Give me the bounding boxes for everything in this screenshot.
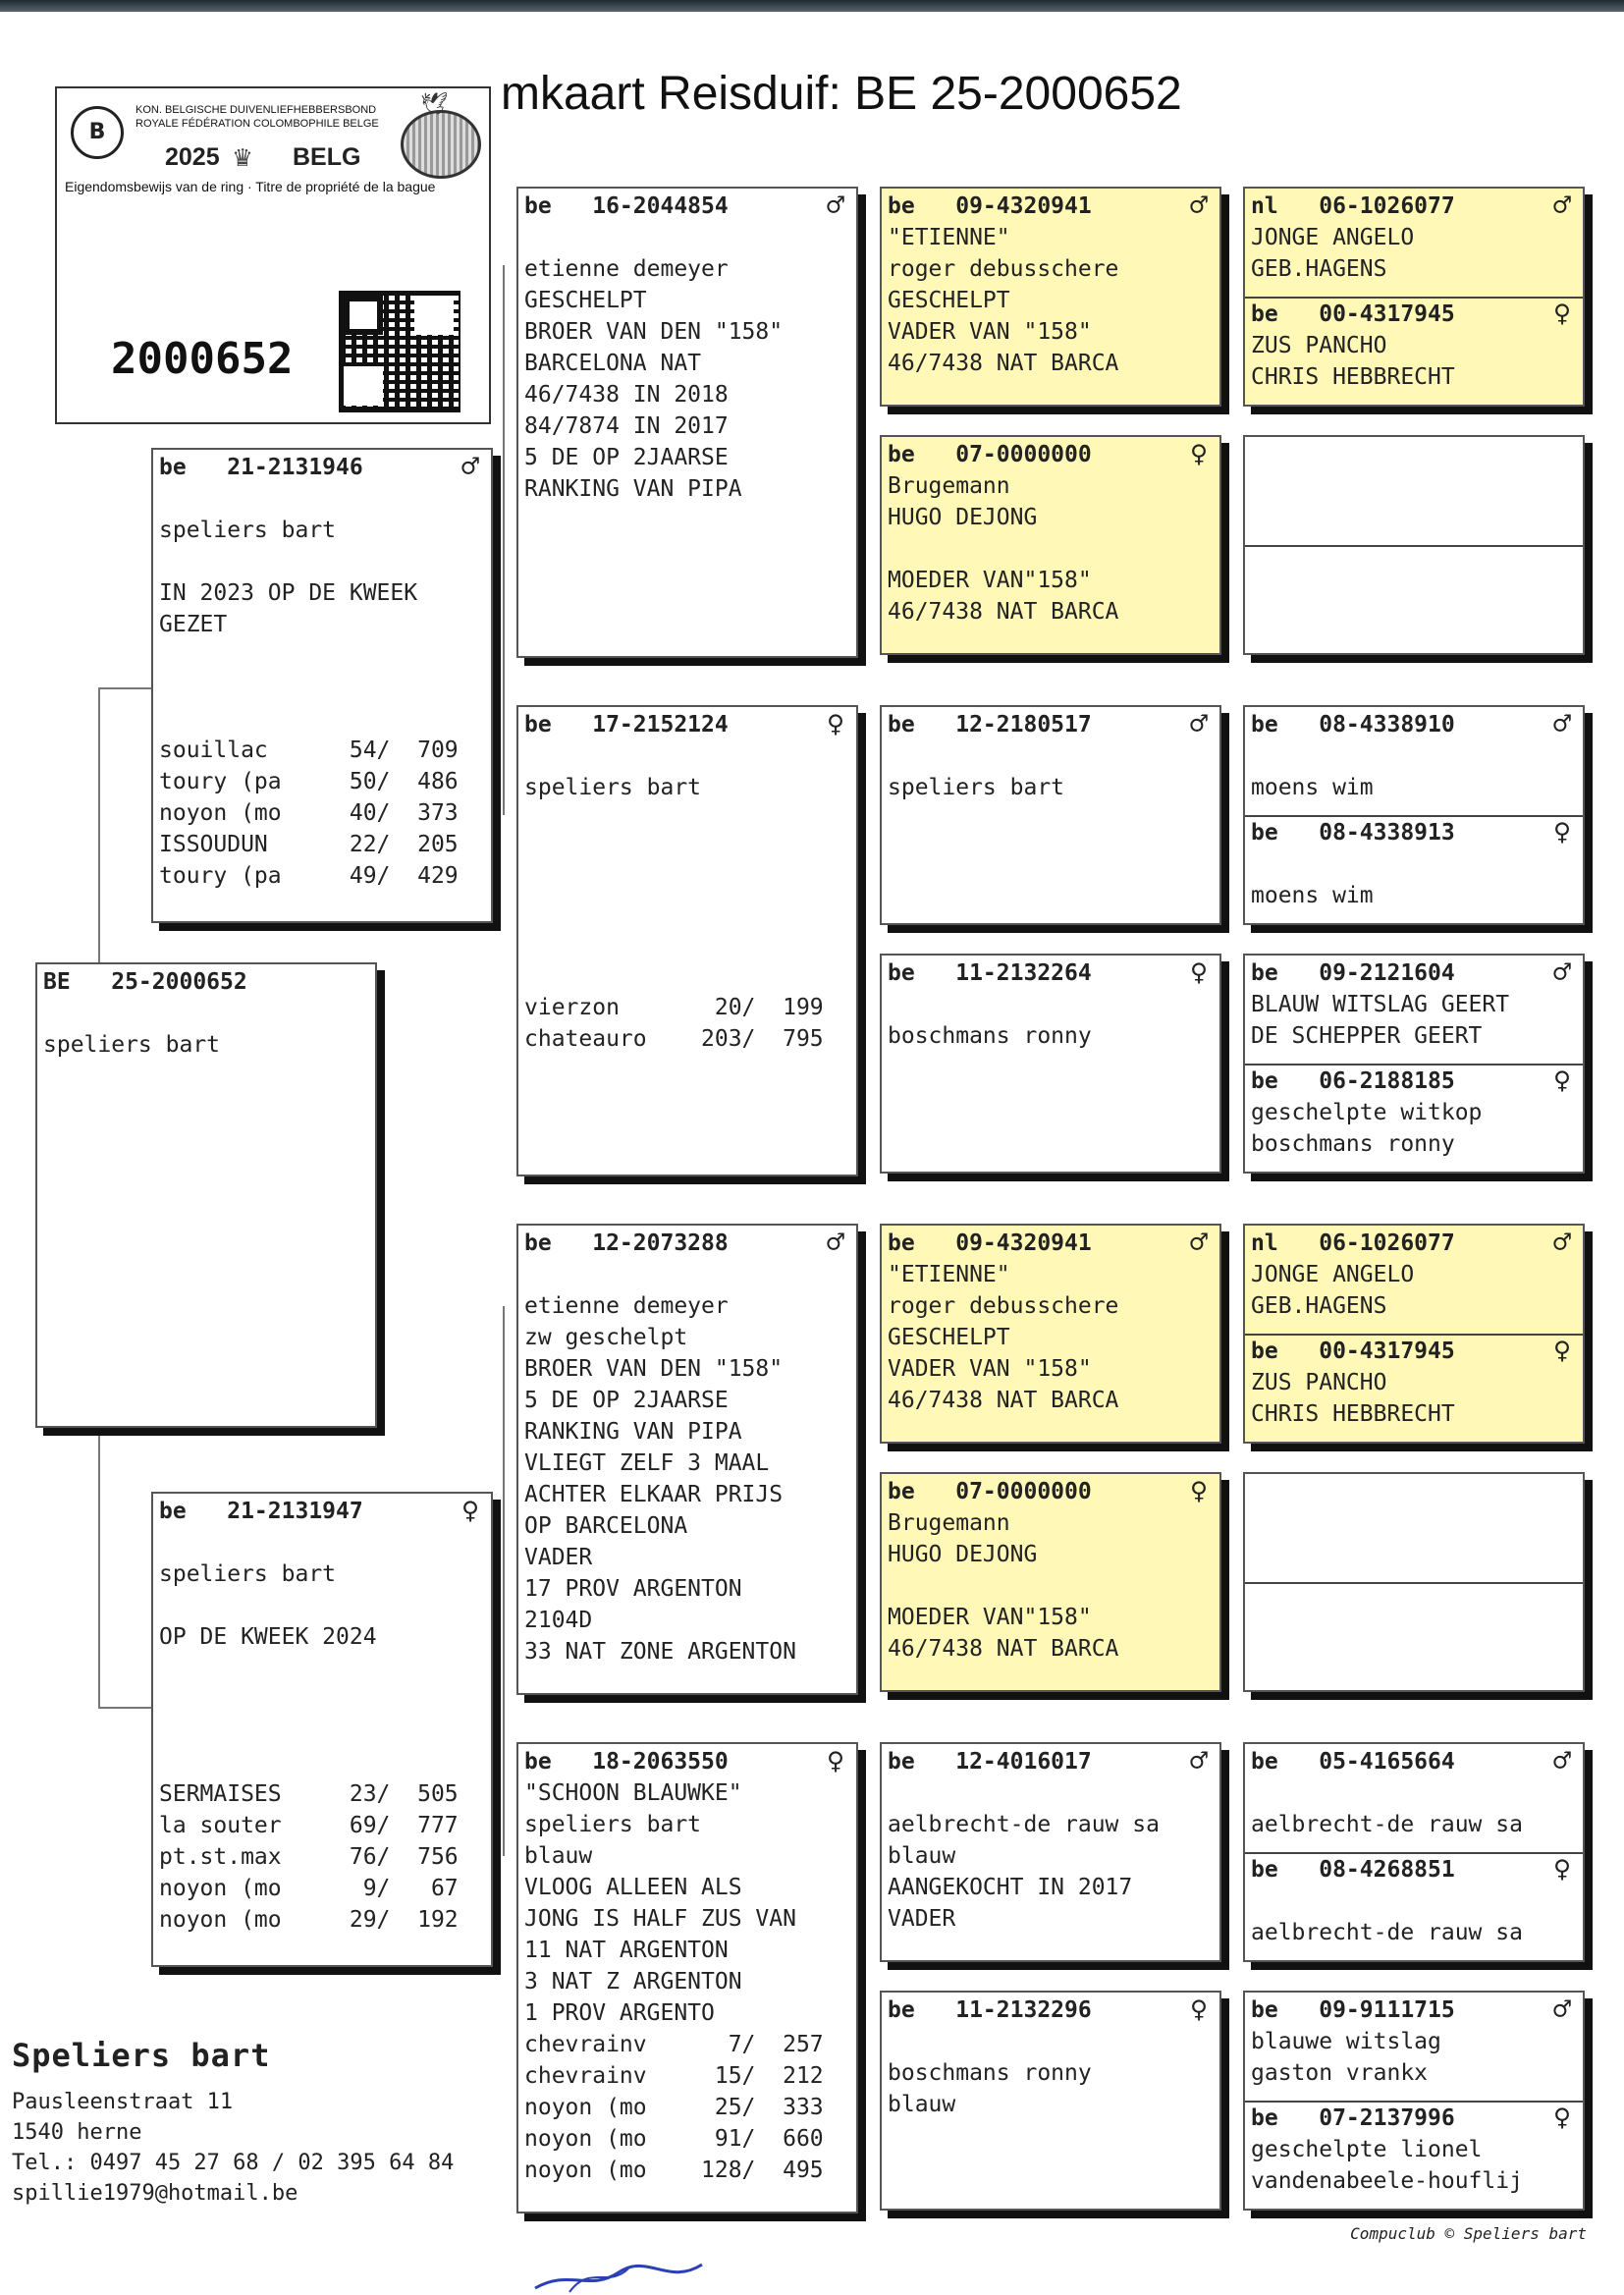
male-icon: ♂ bbox=[1189, 1226, 1208, 1260]
pedigree-text-line: OP BARCELONA bbox=[524, 1513, 688, 1539]
pedigree-box-g8 bbox=[1243, 1991, 1585, 2211]
pedigree-text-line: VADER bbox=[524, 1545, 593, 1570]
connector-line bbox=[503, 1306, 505, 1856]
pedigree-text-line: 3 NAT Z ARGENTON bbox=[524, 1969, 742, 1994]
pedigree-box-dss bbox=[880, 1224, 1221, 1444]
pedigree-box-g4 bbox=[1243, 954, 1585, 1174]
pedigree-text-line: blauw bbox=[888, 1843, 956, 1869]
pedigree-text-line: moens wim bbox=[1251, 883, 1374, 908]
pedigree-text-line: speliers bart bbox=[43, 1032, 221, 1058]
pedigree-text-line: GESCHELPT bbox=[524, 288, 647, 313]
pedigree-text-line: gaston vrankx bbox=[1251, 2060, 1429, 2086]
ownership-text: Eigendomsbewijs van de ring · Titre de propriété de la bague bbox=[65, 179, 436, 194]
pedigree-text-line: noyon (mo 9/ 67 bbox=[159, 1876, 459, 1901]
pedigree-text-line: vandenabeele-houflij bbox=[1251, 2168, 1523, 2194]
male-icon: ♂ bbox=[460, 450, 479, 484]
pedigree-box-g7 bbox=[1243, 1742, 1585, 1962]
pedigree-text-line: 11 NAT ARGENTON bbox=[524, 1938, 729, 1963]
pedigree-text-line: blauw bbox=[888, 2092, 956, 2117]
org-name-nl: KON. BELGISCHE DUIVENLIEFHEBBERSBOND bbox=[135, 104, 377, 116]
pedigree-text-line: chevrainv 7/ 257 bbox=[524, 2032, 824, 2057]
pedigree-text-line: etienne demeyer bbox=[524, 1293, 729, 1319]
pedigree-text-line: souillac 54/ 709 bbox=[159, 738, 459, 763]
pedigree-text-line: VLOOG ALLEEN ALS bbox=[524, 1875, 742, 1900]
connector-line bbox=[98, 687, 100, 962]
pedigree-text-line: OP DE KWEEK 2024 bbox=[159, 1624, 377, 1650]
pedigree-text-line: JONGE ANGELO bbox=[1251, 225, 1415, 250]
female-icon: ♀ bbox=[1552, 1852, 1571, 1886]
pedigree-text-line: boschmans ronny bbox=[1251, 1131, 1455, 1157]
pedigree-text-line: BARCELONA NAT bbox=[524, 351, 702, 376]
pedigree-text-line: GEB.HAGENS bbox=[1251, 256, 1387, 282]
ring-number-header: be 09-9111715 bbox=[1251, 1997, 1455, 2023]
ring-number-header: be 07-2137996 bbox=[1251, 2105, 1455, 2131]
pedigree-text-line: noyon (mo 128/ 495 bbox=[524, 2158, 824, 2183]
page-title: mkaart Reisduif: BE 25-2000652 bbox=[501, 68, 1182, 120]
pedigree-text-line: 84/7874 IN 2017 bbox=[524, 413, 729, 439]
female-icon: ♀ bbox=[1552, 1064, 1571, 1098]
ring-number-header: be 12-4016017 bbox=[888, 1749, 1092, 1775]
pedigree-box-ssd bbox=[880, 435, 1221, 655]
pedigree-text-line: VLIEGT ZELF 3 MAAL bbox=[524, 1450, 770, 1476]
male-icon: ♂ bbox=[1552, 189, 1571, 223]
pedigree-text-line: VADER VAN "158" bbox=[888, 319, 1092, 345]
ring-number-header: be 21-2131946 bbox=[159, 455, 363, 480]
female-icon: ♀ bbox=[1552, 815, 1571, 849]
pedigree-text-line: 5 DE OP 2JAARSE bbox=[524, 445, 729, 470]
male-icon: ♂ bbox=[1189, 1744, 1208, 1778]
ring-number-header: be 08-4338913 bbox=[1251, 820, 1455, 846]
pedigree-text-line: geschelpte lionel bbox=[1251, 2137, 1483, 2162]
pedigree-text-line: GEZET bbox=[159, 612, 228, 637]
pedigree-text-line: vierzon 20/ 199 bbox=[524, 995, 824, 1020]
pedigree-text-line: GESCHELPT bbox=[888, 1325, 1010, 1350]
connector-line bbox=[503, 265, 505, 815]
male-icon: ♂ bbox=[1552, 956, 1571, 990]
pedigree-text-line: blauw bbox=[524, 1843, 593, 1869]
ring-number-header: be 09-4320941 bbox=[888, 193, 1092, 219]
pedigree-text-line: speliers bart bbox=[159, 1561, 337, 1587]
female-icon: ♀ bbox=[1189, 1474, 1208, 1508]
ring-number-header: be 12-2180517 bbox=[888, 712, 1092, 738]
female-icon: ♀ bbox=[1552, 297, 1571, 331]
ring-number-header: be 08-4268851 bbox=[1251, 1857, 1455, 1883]
breeder-city: 1540 herne bbox=[12, 2120, 142, 2145]
pedigree-text-line: toury (pa 49/ 429 bbox=[159, 863, 459, 889]
pedigree-text-line: pt.st.max 76/ 756 bbox=[159, 1844, 459, 1870]
pedigree-text-line: etienne demeyer bbox=[524, 256, 729, 282]
pedigree-text-line: chevrainv 15/ 212 bbox=[524, 2063, 824, 2089]
pedigree-text-line: boschmans ronny bbox=[888, 1023, 1092, 1049]
pedigree-text-line: speliers bart bbox=[159, 518, 337, 543]
female-icon: ♀ bbox=[1552, 2101, 1571, 2135]
pedigree-text-line: ACHTER ELKAAR PRIJS bbox=[524, 1482, 784, 1507]
pedigree-text-line: JONG IS HALF ZUS VAN bbox=[524, 1906, 796, 1932]
pedigree-text-line: Brugemann bbox=[888, 1510, 1010, 1536]
pedigree-text-line: roger debusschere bbox=[888, 256, 1119, 282]
pedigree-box-dd bbox=[516, 1742, 858, 2213]
pedigree-text-line: RANKING VAN PIPA bbox=[524, 476, 742, 502]
pedigree-text-line: noyon (mo 91/ 660 bbox=[524, 2126, 824, 2152]
pedigree-text-line: speliers bart bbox=[524, 1812, 702, 1837]
pedigree-text-line: CHRIS HEBBRECHT bbox=[1251, 364, 1455, 390]
pedigree-text-line: 5 DE OP 2JAARSE bbox=[524, 1388, 729, 1413]
pedigree-box-g6 bbox=[1243, 1472, 1585, 1692]
ring-number-header: be 08-4338910 bbox=[1251, 712, 1455, 738]
pedigree-box-ddd bbox=[880, 1991, 1221, 2211]
breeder-email: spillie1979@hotmail.be bbox=[12, 2181, 298, 2206]
pedigree-text-line: noyon (mo 25/ 333 bbox=[524, 2095, 824, 2120]
pedigree-text-line: "SCHOON BLAUWKE" bbox=[524, 1780, 742, 1806]
ring-number-header: be 09-2121604 bbox=[1251, 960, 1455, 986]
pedigree-text-line: 46/7438 NAT BARCA bbox=[888, 351, 1119, 376]
pedigree-text-line: VADER bbox=[888, 1906, 956, 1932]
male-icon: ♂ bbox=[1189, 707, 1208, 741]
pedigree-text-line: blauwe witslag bbox=[1251, 2029, 1441, 2054]
female-icon: ♀ bbox=[1189, 1993, 1208, 2027]
connector-line bbox=[98, 1424, 100, 1709]
pedigree-text-line: chateauro 203/ 795 bbox=[524, 1026, 824, 1052]
ring-number-header: nl 06-1026077 bbox=[1251, 1230, 1455, 1256]
breeder-phone: Tel.: 0497 45 27 68 / 02 395 64 84 bbox=[12, 2151, 455, 2175]
pedigree-box-g1 bbox=[1243, 187, 1585, 407]
pedigree-text-line: "ETIENNE" bbox=[888, 225, 1010, 250]
pedigree-box-g3 bbox=[1243, 705, 1585, 925]
ring-number-header: be 06-2188185 bbox=[1251, 1068, 1455, 1094]
pedigree-text-line: GESCHELPT bbox=[888, 288, 1010, 313]
female-icon: ♀ bbox=[1189, 956, 1208, 990]
ring-number-header: be 09-4320941 bbox=[888, 1230, 1092, 1256]
female-icon: ♀ bbox=[460, 1494, 479, 1528]
ring-number: 2000652 bbox=[111, 334, 294, 384]
pedigree-box-sire bbox=[151, 448, 493, 923]
pedigree-text-line: 17 PROV ARGENTON bbox=[524, 1576, 742, 1602]
pedigree-box-dam bbox=[151, 1492, 493, 1967]
ring-number-header: be 11-2132264 bbox=[888, 960, 1092, 986]
pedigree-box-sds bbox=[880, 705, 1221, 925]
pedigree-text-line: la souter 69/ 777 bbox=[159, 1813, 459, 1838]
pedigree-text-line: JONGE ANGELO bbox=[1251, 1262, 1415, 1287]
pedigree-box-g2 bbox=[1243, 435, 1585, 655]
pedigree-text-line: RANKING VAN PIPA bbox=[524, 1419, 742, 1445]
pedigree-box-dds bbox=[880, 1742, 1221, 1962]
female-icon: ♀ bbox=[826, 707, 844, 741]
ring-number-header: be 21-2131947 bbox=[159, 1499, 363, 1524]
pedigree-box-dsd bbox=[880, 1472, 1221, 1692]
pedigree-text-line: "ETIENNE" bbox=[888, 1262, 1010, 1287]
pedigree-text-line: MOEDER VAN"158" bbox=[888, 1605, 1092, 1630]
footer-note: Compuclub © Speliers bart bbox=[1350, 2224, 1587, 2243]
male-icon: ♂ bbox=[1552, 1226, 1571, 1260]
pedigree-text-line: aelbrecht-de rauw sa bbox=[1251, 1812, 1523, 1837]
pedigree-text-line: boschmans ronny bbox=[888, 2060, 1092, 2086]
female-icon: ♀ bbox=[826, 1744, 844, 1778]
pedigree-text-line: 46/7438 NAT BARCA bbox=[888, 1388, 1119, 1413]
pedigree-box-g5 bbox=[1243, 1224, 1585, 1444]
connector-line bbox=[98, 1707, 151, 1709]
pedigree-text-line: VADER VAN "158" bbox=[888, 1356, 1092, 1382]
pedigree-text-line: speliers bart bbox=[888, 775, 1065, 800]
card-year: 2025 bbox=[165, 143, 220, 171]
scan-top-edge bbox=[0, 0, 1624, 12]
pedigree-text-line: BROER VAN DEN "158" bbox=[524, 1356, 784, 1382]
pigeon-icon: 🕊 bbox=[420, 92, 448, 117]
pedigree-text-line: moens wim bbox=[1251, 775, 1374, 800]
pedigree-text-line: 46/7438 NAT BARCA bbox=[888, 1636, 1119, 1662]
pedigree-text-line: noyon (mo 40/ 373 bbox=[159, 800, 459, 826]
org-name-fr: ROYALE FÉDÉRATION COLOMBOPHILE BELGE bbox=[135, 118, 379, 130]
pedigree-text-line: IN 2023 OP DE KWEEK bbox=[159, 580, 418, 606]
pedigree-text-line: toury (pa 50/ 486 bbox=[159, 769, 459, 794]
pedigree-text-line: 1 PROV ARGENTO bbox=[524, 2000, 715, 2026]
pedigree-text-line: geschelpte witkop bbox=[1251, 1100, 1483, 1125]
pedigree-text-line: ZUS PANCHO bbox=[1251, 1370, 1387, 1395]
pedigree-text-line: HUGO DEJONG bbox=[888, 505, 1038, 530]
pedigree-text-line: ZUS PANCHO bbox=[1251, 333, 1387, 358]
pedigree-box-ds bbox=[516, 1224, 858, 1695]
ring-number-header: be 07-0000000 bbox=[888, 1479, 1092, 1504]
male-icon: ♂ bbox=[826, 1226, 844, 1260]
ring-number-header: BE 25-2000652 bbox=[43, 969, 247, 995]
male-icon: ♂ bbox=[1189, 189, 1208, 223]
male-icon: ♂ bbox=[1552, 1744, 1571, 1778]
pedigree-text-line: HUGO DEJONG bbox=[888, 1542, 1038, 1567]
ownership-card-frame bbox=[55, 86, 491, 424]
male-icon: ♂ bbox=[1552, 707, 1571, 741]
breeder-name: Speliers bart bbox=[12, 2037, 271, 2074]
ownership-card bbox=[16, 57, 487, 420]
ring-number-header: be 07-0000000 bbox=[888, 442, 1092, 467]
kbdb-logo: B bbox=[71, 106, 124, 159]
female-icon: ♀ bbox=[1552, 1334, 1571, 1368]
pedigree-text-line: SERMAISES 23/ 505 bbox=[159, 1781, 459, 1807]
male-icon: ♂ bbox=[1552, 1993, 1571, 2027]
pedigree-text-line: 33 NAT ZONE ARGENTON bbox=[524, 1639, 796, 1665]
connector-line bbox=[98, 687, 151, 689]
section-divider bbox=[1245, 1582, 1583, 1584]
pedigree-text-line: DE SCHEPPER GEERT bbox=[1251, 1023, 1483, 1049]
pedigree-text-line: AANGEKOCHT IN 2017 bbox=[888, 1875, 1133, 1900]
female-icon: ♀ bbox=[1189, 437, 1208, 471]
pedigree-text-line: Brugemann bbox=[888, 473, 1010, 499]
globe-logo-icon bbox=[401, 110, 481, 179]
section-divider bbox=[1245, 545, 1583, 547]
pedigree-box-subject bbox=[35, 962, 377, 1428]
pedigree-text-line: BROER VAN DEN "158" bbox=[524, 319, 784, 345]
pedigree-text-line: aelbrecht-de rauw sa bbox=[1251, 1920, 1523, 1945]
pedigree-text-line: 2104D bbox=[524, 1608, 593, 1633]
ring-number-header: be 16-2044854 bbox=[524, 193, 729, 219]
ring-number-header: be 00-4317945 bbox=[1251, 1339, 1455, 1364]
ring-number-header: be 05-4165664 bbox=[1251, 1749, 1455, 1775]
ring-number-header: be 00-4317945 bbox=[1251, 301, 1455, 327]
signature-icon bbox=[530, 2259, 707, 2294]
pedigree-text-line: 46/7438 IN 2018 bbox=[524, 382, 729, 408]
breeder-street: Pausleenstraat 11 bbox=[12, 2090, 234, 2114]
ring-number-header: be 12-2073288 bbox=[524, 1230, 729, 1256]
qr-code-icon bbox=[339, 291, 460, 412]
pedigree-text-line: ISSOUDUN 22/ 205 bbox=[159, 832, 459, 857]
card-country: BELG bbox=[293, 143, 361, 171]
pedigree-text-line: noyon (mo 29/ 192 bbox=[159, 1907, 459, 1933]
pedigree-text-line: zw geschelpt bbox=[524, 1325, 688, 1350]
ring-number-header: be 17-2152124 bbox=[524, 712, 729, 738]
crown-icon: ♛ bbox=[234, 139, 252, 174]
pedigree-box-sd bbox=[516, 705, 858, 1176]
ring-number-header: nl 06-1026077 bbox=[1251, 193, 1455, 219]
ring-number-header: be 18-2063550 bbox=[524, 1749, 729, 1775]
pedigree-box-ss bbox=[516, 187, 858, 658]
pedigree-text-line: roger debusschere bbox=[888, 1293, 1119, 1319]
pedigree-text-line: GEB.HAGENS bbox=[1251, 1293, 1387, 1319]
pedigree-text-line: aelbrecht-de rauw sa bbox=[888, 1812, 1160, 1837]
pedigree-text-line: MOEDER VAN"158" bbox=[888, 568, 1092, 593]
pedigree-text-line: speliers bart bbox=[524, 775, 702, 800]
pedigree-text-line: 46/7438 NAT BARCA bbox=[888, 599, 1119, 625]
male-icon: ♂ bbox=[826, 189, 844, 223]
pedigree-text-line: CHRIS HEBBRECHT bbox=[1251, 1401, 1455, 1427]
pedigree-box-sdd bbox=[880, 954, 1221, 1174]
pedigree-text-line: BLAUW WITSLAG GEERT bbox=[1251, 992, 1510, 1017]
pedigree-box-sss bbox=[880, 187, 1221, 407]
ring-number-header: be 11-2132296 bbox=[888, 1997, 1092, 2023]
